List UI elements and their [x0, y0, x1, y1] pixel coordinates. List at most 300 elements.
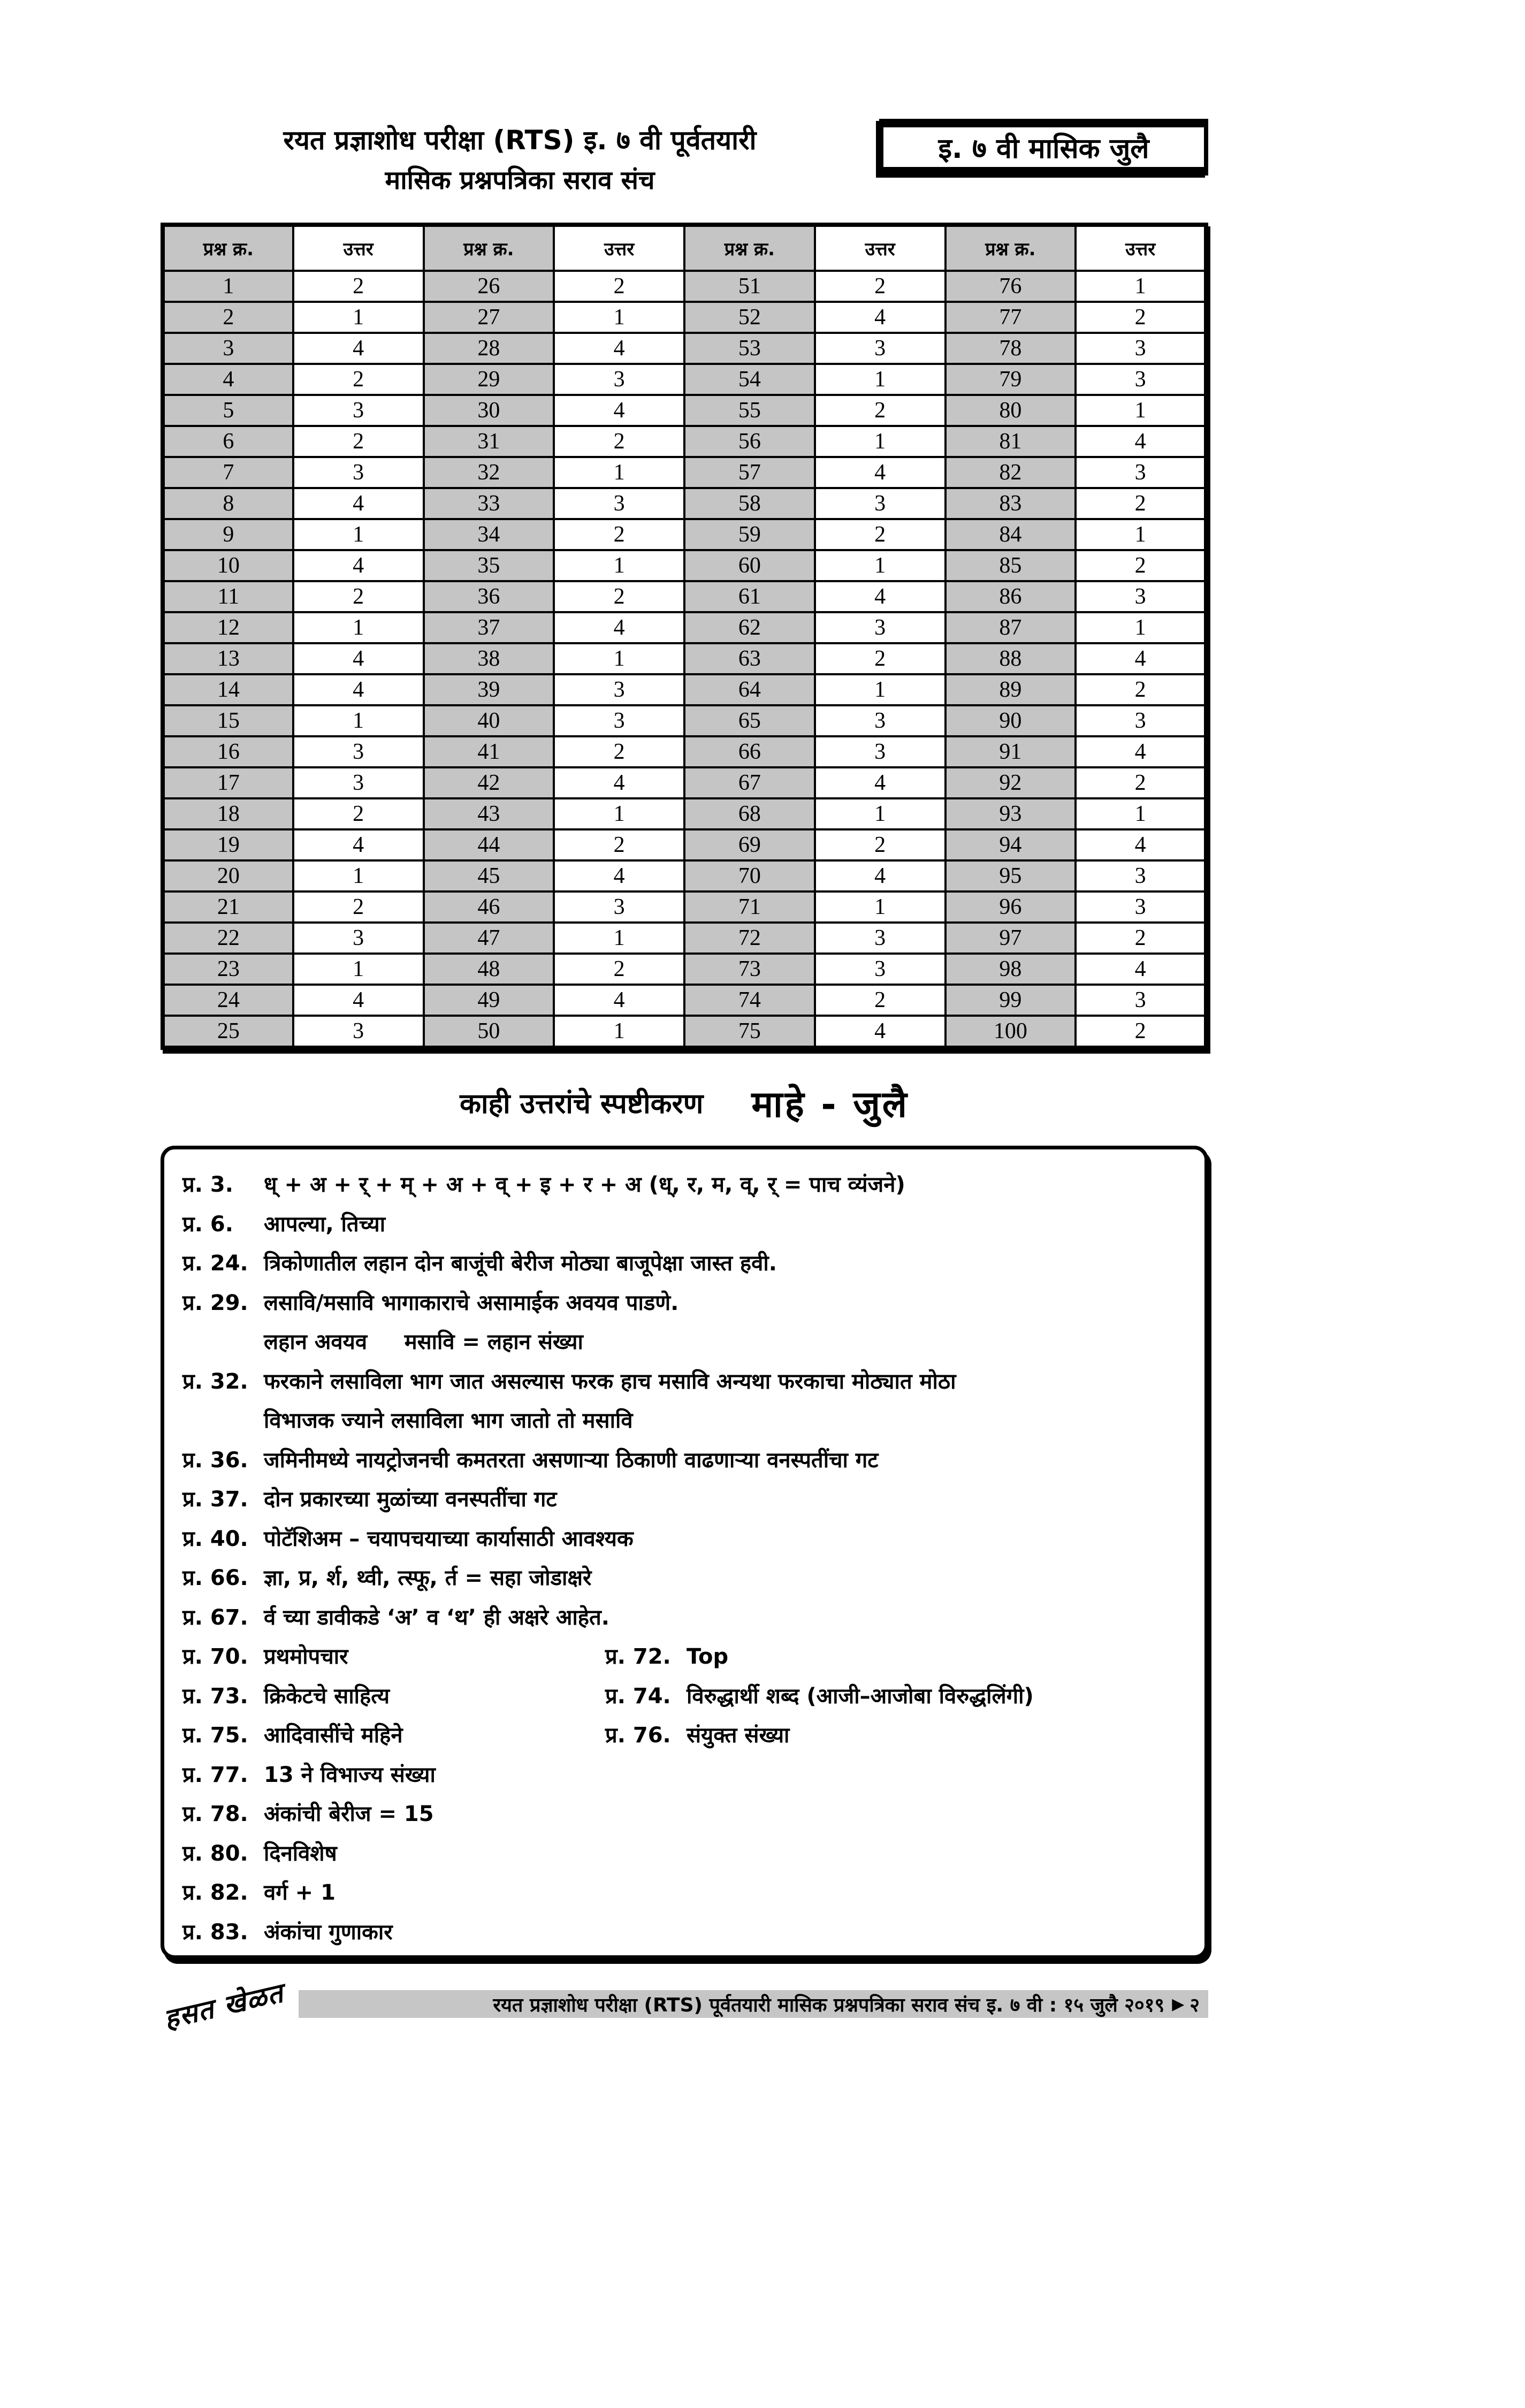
answer-cell: 2: [293, 364, 424, 395]
question-ref: प्र. 32.: [182, 1369, 248, 1394]
question-ref: प्र. 82.: [182, 1880, 248, 1905]
explanation-item-second-column: [605, 1716, 789, 1756]
question-number-cell: 58: [684, 488, 815, 519]
answer-cell: 2: [1076, 550, 1206, 581]
question-number-cell: 41: [424, 736, 554, 767]
explanation-text: अंकांचा गुणाकार: [264, 1919, 393, 1945]
question-number-cell: 10: [163, 550, 293, 581]
answer-cell: 3: [293, 457, 424, 488]
question-number-cell: 25: [163, 1016, 293, 1048]
question-number-cell: 86: [946, 581, 1076, 612]
question-number-cell: 28: [424, 333, 554, 364]
answer-cell: 1: [554, 302, 684, 333]
question-ref: प्र. 74.: [605, 1683, 671, 1709]
answer-cell: 2: [815, 519, 946, 550]
answer-cell: 4: [293, 333, 424, 364]
answer-cell: 1: [1076, 798, 1206, 829]
question-number-cell: 99: [946, 985, 1076, 1016]
explanation-text: विरुद्धार्थी शब्द (आजी–आजोबा विरुद्धलिंगी): [687, 1683, 1034, 1709]
table-row: [163, 488, 1206, 519]
explanation-item: [182, 1520, 1194, 1559]
answer-cell: 3: [1076, 985, 1206, 1016]
question-number-cell: 37: [424, 612, 554, 643]
question-header-cell: प्रश्न क्र.: [163, 225, 293, 271]
question-number-cell: 70: [684, 860, 815, 891]
question-number-cell: 63: [684, 643, 815, 674]
answer-cell: 3: [293, 395, 424, 426]
answer-cell: 1: [293, 860, 424, 891]
answer-cell: 4: [554, 333, 684, 364]
question-number-cell: 60: [684, 550, 815, 581]
question-ref: प्र. 75.: [182, 1723, 248, 1748]
explanation-text: ध् + अ + र् + म् + अ + व् + इ + र + अ (ध्, र, म, व्, र् = पाच व्यंजने): [264, 1172, 905, 1197]
explanation-text: वर्ग + 1: [264, 1880, 336, 1905]
answer-cell: 1: [815, 798, 946, 829]
question-ref: प्र. 78.: [182, 1802, 248, 1826]
explanation-item: [182, 1284, 1194, 1323]
explanation-item: [182, 1244, 1194, 1284]
explanation-text: लसावि/मसावि भागाकाराचे असामाईक अवयव पाडणे.: [264, 1290, 679, 1315]
question-ref: प्र. 3.: [182, 1172, 233, 1197]
table-row: [163, 333, 1206, 364]
answer-cell: 4: [293, 643, 424, 674]
explanation-item-second-column: [605, 1677, 1034, 1717]
explanation-box: [161, 1146, 1208, 1959]
answer-cell: 3: [293, 767, 424, 798]
answer-header-cell: उत्तर: [554, 225, 684, 271]
answer-cell: 3: [554, 488, 684, 519]
explanation-text: र्व च्या डावीकडे ‘अ’ व ‘थ’ ही अक्षरे आहेत.: [264, 1605, 609, 1630]
question-number-cell: 78: [946, 333, 1076, 364]
question-ref: प्र. 40.: [182, 1526, 248, 1551]
answer-cell: 3: [1076, 705, 1206, 736]
answer-cell: 3: [554, 705, 684, 736]
explanation-heading-text: काही उत्तरांचे स्पष्टीकरण: [460, 1088, 704, 1120]
question-ref: प्र. 72.: [605, 1644, 671, 1669]
answer-cell: 1: [1076, 395, 1206, 426]
answer-cell: 3: [815, 923, 946, 954]
explanation-item: [182, 1913, 1194, 1953]
question-number-cell: 88: [946, 643, 1076, 674]
table-row: [163, 364, 1206, 395]
question-number-cell: 29: [424, 364, 554, 395]
question-number-cell: 77: [946, 302, 1076, 333]
question-number-cell: 7: [163, 457, 293, 488]
question-number-cell: 43: [424, 798, 554, 829]
answer-cell: 1: [554, 550, 684, 581]
question-number-cell: 71: [684, 891, 815, 923]
answer-cell: 3: [293, 923, 424, 954]
explanation-text: ज्ञा, प्र, र्श, थ्वी, त्स्फू, र्त = सहा जोडाक्षरे: [264, 1566, 592, 1590]
answer-table: [161, 223, 1208, 1050]
answer-cell: 1: [1076, 519, 1206, 550]
question-header-cell: प्रश्न क्र.: [684, 225, 815, 271]
answer-cell: 4: [554, 395, 684, 426]
question-ref: प्र. 67.: [182, 1605, 248, 1630]
page-marker-arrow-icon: ▶: [1172, 1994, 1185, 2014]
explanation-item: [182, 1637, 1194, 1677]
explanation-text: प्रथमोपचार: [264, 1644, 348, 1669]
answer-cell: 2: [1076, 302, 1206, 333]
answer-cell: 1: [293, 302, 424, 333]
explanation-text: दोन प्रकारच्या मुळांच्या वनस्पतींचा गट: [264, 1487, 557, 1512]
header-row: [163, 225, 1206, 271]
explanation-item: [182, 1795, 1194, 1834]
page-header: [161, 119, 1208, 196]
explanation-item: [182, 1873, 1194, 1913]
table-row: [163, 643, 1206, 674]
question-number-cell: 76: [946, 271, 1076, 302]
question-number-cell: 100: [946, 1016, 1076, 1048]
answer-cell: 4: [293, 674, 424, 705]
question-number-cell: 98: [946, 954, 1076, 985]
explanation-item: [182, 1677, 1194, 1717]
answer-cell: 4: [293, 829, 424, 860]
footer-text: रयत प्रज्ञाशोध परीक्षा (RTS) पूर्वतयारी मासिक प्रश्नपत्रिका सराव संच इ. ७ वी : १५ जुलै २०१९: [493, 1994, 1165, 2016]
answer-cell: 4: [815, 302, 946, 333]
answer-cell: 1: [293, 519, 424, 550]
answer-cell: 4: [554, 767, 684, 798]
answer-cell: 4: [554, 860, 684, 891]
answer-cell: 3: [554, 364, 684, 395]
answer-cell: 4: [815, 457, 946, 488]
answer-cell: 3: [815, 612, 946, 643]
question-number-cell: 16: [163, 736, 293, 767]
explanation-item: [182, 1559, 1194, 1598]
answer-cell: 4: [554, 985, 684, 1016]
answer-header-cell: उत्तर: [293, 225, 424, 271]
question-number-cell: 32: [424, 457, 554, 488]
answer-cell: 2: [293, 581, 424, 612]
answer-cell: 4: [1076, 736, 1206, 767]
question-number-cell: 46: [424, 891, 554, 923]
question-number-cell: 5: [163, 395, 293, 426]
question-ref: प्र. 24.: [182, 1251, 248, 1276]
question-header-cell: प्रश्न क्र.: [424, 225, 554, 271]
question-number-cell: 44: [424, 829, 554, 860]
answer-cell: 2: [554, 829, 684, 860]
question-number-cell: 27: [424, 302, 554, 333]
question-number-cell: 61: [684, 581, 815, 612]
question-number-cell: 21: [163, 891, 293, 923]
question-number-cell: 94: [946, 829, 1076, 860]
question-number-cell: 13: [163, 643, 293, 674]
answer-cell: 4: [1076, 426, 1206, 457]
explanation-text: त्रिकोणातील लहान दोन बाजूंची बेरीज मोठ्या बाजूपेक्षा जास्त हवी.: [264, 1251, 777, 1276]
explanation-text: क्रिकेटचे साहित्य: [264, 1683, 390, 1709]
answer-cell: 2: [1076, 1016, 1206, 1048]
explanation-item: [182, 1165, 1194, 1205]
question-ref: प्र. 76.: [605, 1723, 671, 1748]
answer-cell: 2: [293, 798, 424, 829]
question-number-cell: 40: [424, 705, 554, 736]
question-number-cell: 87: [946, 612, 1076, 643]
page-footer: [161, 1977, 1208, 2038]
question-number-cell: 17: [163, 767, 293, 798]
answer-cell: 2: [554, 954, 684, 985]
footer-bar: [299, 1990, 1208, 2018]
footer-page-number: २: [1190, 1994, 1200, 2016]
title-block: [161, 119, 879, 196]
question-number-cell: 69: [684, 829, 815, 860]
answer-cell: 3: [1076, 457, 1206, 488]
question-number-cell: 19: [163, 829, 293, 860]
question-number-cell: 2: [163, 302, 293, 333]
explanation-month-text: माहे - जुलै: [751, 1084, 909, 1126]
answer-cell: 3: [554, 674, 684, 705]
explanation-item: [182, 1716, 1194, 1756]
question-number-cell: 53: [684, 333, 815, 364]
explanation-text: जमिनीमध्ये नायट्रोजनची कमतरता असणाऱ्या ठिकाणी वाढणाऱ्या वनस्पतींचा गट: [264, 1447, 879, 1473]
question-number-cell: 79: [946, 364, 1076, 395]
question-ref: प्र. 70.: [182, 1644, 248, 1669]
answer-cell: 1: [815, 426, 946, 457]
answer-cell: 4: [293, 488, 424, 519]
answer-cell: 2: [293, 426, 424, 457]
question-number-cell: 74: [684, 985, 815, 1016]
question-number-cell: 8: [163, 488, 293, 519]
explanation-text: दिनविशेष: [264, 1841, 337, 1866]
explanation-item: [182, 1598, 1194, 1638]
question-number-cell: 20: [163, 860, 293, 891]
page-content: [161, 119, 1208, 2038]
answer-cell: 1: [815, 550, 946, 581]
month-badge: इ. ७ वी मासिक जुलै: [879, 119, 1208, 176]
question-number-cell: 75: [684, 1016, 815, 1048]
question-ref: प्र. 83.: [182, 1919, 248, 1945]
explanation-text: फरकाने लसाविला भाग जात असल्यास फरक हाच मसावि अन्यथा फरकाचा मोठ्यात मोठा: [264, 1369, 956, 1394]
answer-cell: 1: [815, 674, 946, 705]
answer-cell: 2: [815, 643, 946, 674]
hasat-khelat-logo: हसत खेळत: [161, 1977, 287, 2035]
question-ref: प्र. 6.: [182, 1211, 233, 1237]
question-number-cell: 1: [163, 271, 293, 302]
question-number-cell: 95: [946, 860, 1076, 891]
question-number-cell: 3: [163, 333, 293, 364]
explanation-item: [182, 1205, 1194, 1245]
table-row: [163, 736, 1206, 767]
answer-cell: 2: [554, 426, 684, 457]
question-number-cell: 59: [684, 519, 815, 550]
answer-cell: 2: [1076, 767, 1206, 798]
explanation-text: संयुक्त संख्या: [687, 1723, 790, 1748]
table-row: [163, 395, 1206, 426]
question-number-cell: 57: [684, 457, 815, 488]
answer-cell: 3: [1076, 364, 1206, 395]
question-number-cell: 34: [424, 519, 554, 550]
question-number-cell: 47: [424, 923, 554, 954]
answer-cell: 3: [554, 891, 684, 923]
answer-cell: 4: [293, 550, 424, 581]
table-row: [163, 550, 1206, 581]
explanation-text: विभाजक ज्याने लसाविला भाग जातो तो मसावि: [264, 1408, 633, 1433]
question-number-cell: 96: [946, 891, 1076, 923]
answer-cell: 1: [1076, 612, 1206, 643]
page-title: रयत प्रज्ञाशोध परीक्षा (RTS) इ. ७ वी पूर्वतयारी: [283, 125, 757, 156]
question-number-cell: 48: [424, 954, 554, 985]
question-number-cell: 52: [684, 302, 815, 333]
answer-cell: 1: [293, 612, 424, 643]
answer-cell: 4: [1076, 643, 1206, 674]
explanation-item-second-column: [605, 1637, 728, 1677]
question-number-cell: 93: [946, 798, 1076, 829]
explanation-text: अंकांची बेरीज = 15: [264, 1802, 434, 1826]
table-row: [163, 923, 1206, 954]
answer-cell: 2: [293, 271, 424, 302]
question-number-cell: 33: [424, 488, 554, 519]
page-subtitle: मासिक प्रश्नपत्रिका सराव संच: [385, 165, 655, 195]
answer-cell: 3: [1076, 860, 1206, 891]
question-number-cell: 35: [424, 550, 554, 581]
answer-cell: 4: [815, 767, 946, 798]
question-number-cell: 62: [684, 612, 815, 643]
question-ref: प्र. 73.: [182, 1683, 248, 1709]
answer-cell: 4: [1076, 829, 1206, 860]
answer-cell: 3: [1076, 333, 1206, 364]
question-number-cell: 18: [163, 798, 293, 829]
question-number-cell: 80: [946, 395, 1076, 426]
answer-cell: 3: [815, 333, 946, 364]
explanation-text: आदिवासींचे महिने: [264, 1723, 403, 1748]
table-row: [163, 457, 1206, 488]
question-number-cell: 45: [424, 860, 554, 891]
answer-cell: 2: [815, 985, 946, 1016]
answer-cell: 2: [554, 736, 684, 767]
table-row: [163, 581, 1206, 612]
question-number-cell: 11: [163, 581, 293, 612]
table-row: [163, 829, 1206, 860]
answer-cell: 1: [815, 891, 946, 923]
table-row: [163, 426, 1206, 457]
question-number-cell: 68: [684, 798, 815, 829]
question-number-cell: 26: [424, 271, 554, 302]
question-number-cell: 24: [163, 985, 293, 1016]
answer-cell: 1: [554, 923, 684, 954]
question-number-cell: 39: [424, 674, 554, 705]
table-row: [163, 891, 1206, 923]
table-row: [163, 302, 1206, 333]
explanation-text: 13 ने विभाज्य संख्या: [264, 1762, 436, 1787]
answer-table-body: [163, 271, 1206, 1048]
table-row: [163, 271, 1206, 302]
question-number-cell: 4: [163, 364, 293, 395]
answer-cell: 2: [1076, 923, 1206, 954]
question-ref: प्र. 66.: [182, 1566, 248, 1590]
explanation-item: [182, 1362, 1194, 1402]
answer-cell: 4: [554, 612, 684, 643]
question-number-cell: 55: [684, 395, 815, 426]
answer-cell: 1: [293, 705, 424, 736]
question-number-cell: 85: [946, 550, 1076, 581]
question-number-cell: 36: [424, 581, 554, 612]
table-row: [163, 798, 1206, 829]
answer-cell: 1: [293, 954, 424, 985]
explanation-item: [182, 1323, 1194, 1362]
question-number-cell: 66: [684, 736, 815, 767]
explanation-item: [182, 1834, 1194, 1874]
answer-cell: 1: [554, 798, 684, 829]
answer-cell: 2: [1076, 674, 1206, 705]
question-number-cell: 82: [946, 457, 1076, 488]
question-number-cell: 54: [684, 364, 815, 395]
question-number-cell: 90: [946, 705, 1076, 736]
question-number-cell: 30: [424, 395, 554, 426]
explanation-text: आपल्या, तिच्या: [264, 1211, 386, 1237]
table-row: [163, 985, 1206, 1016]
answer-cell: 1: [554, 643, 684, 674]
answer-cell: 1: [554, 1016, 684, 1048]
table-row: [163, 612, 1206, 643]
question-ref: प्र. 36.: [182, 1447, 248, 1473]
question-number-cell: 51: [684, 271, 815, 302]
question-ref: प्र. 29.: [182, 1290, 248, 1315]
answer-cell: 3: [815, 705, 946, 736]
answer-cell: 3: [815, 736, 946, 767]
question-number-cell: 15: [163, 705, 293, 736]
explanation-heading: [161, 1078, 1208, 1127]
answer-header-cell: उत्तर: [815, 225, 946, 271]
question-number-cell: 72: [684, 923, 815, 954]
question-number-cell: 49: [424, 985, 554, 1016]
question-number-cell: 64: [684, 674, 815, 705]
explanation-text: Top: [687, 1644, 729, 1669]
question-number-cell: 31: [424, 426, 554, 457]
question-number-cell: 56: [684, 426, 815, 457]
table-row: [163, 767, 1206, 798]
explanation-text: लहान अवयव मसावि = लहान संख्या: [264, 1330, 583, 1354]
answer-cell: 2: [1076, 488, 1206, 519]
answer-cell: 3: [815, 488, 946, 519]
answer-cell: 4: [815, 581, 946, 612]
question-number-cell: 42: [424, 767, 554, 798]
answer-cell: 4: [1076, 954, 1206, 985]
table-row: [163, 1016, 1206, 1048]
answer-cell: 2: [293, 891, 424, 923]
answer-cell: 1: [554, 457, 684, 488]
answer-cell: 2: [815, 829, 946, 860]
question-ref: प्र. 37.: [182, 1487, 248, 1512]
question-number-cell: 38: [424, 643, 554, 674]
question-number-cell: 6: [163, 426, 293, 457]
answer-header-cell: उत्तर: [1076, 225, 1206, 271]
answer-cell: 2: [815, 395, 946, 426]
question-number-cell: 73: [684, 954, 815, 985]
question-number-cell: 22: [163, 923, 293, 954]
question-number-cell: 65: [684, 705, 815, 736]
explanation-text: पोटॅशिअम – चयापचयाच्या कार्यासाठी आवश्यक: [264, 1526, 634, 1551]
table-row: [163, 860, 1206, 891]
question-ref: प्र. 77.: [182, 1762, 248, 1787]
answer-cell: 3: [293, 736, 424, 767]
question-number-cell: 92: [946, 767, 1076, 798]
answer-cell: 3: [1076, 891, 1206, 923]
answer-cell: 3: [293, 1016, 424, 1048]
answer-table-head: [163, 225, 1206, 271]
table-row: [163, 674, 1206, 705]
answer-cell: 4: [815, 1016, 946, 1048]
answer-cell: 1: [815, 364, 946, 395]
question-number-cell: 89: [946, 674, 1076, 705]
question-header-cell: प्रश्न क्र.: [946, 225, 1076, 271]
explanation-item: [182, 1480, 1194, 1520]
answer-cell: 4: [815, 860, 946, 891]
table-row: [163, 519, 1206, 550]
question-number-cell: 12: [163, 612, 293, 643]
answer-cell: 3: [1076, 581, 1206, 612]
question-number-cell: 9: [163, 519, 293, 550]
question-number-cell: 50: [424, 1016, 554, 1048]
question-number-cell: 97: [946, 923, 1076, 954]
